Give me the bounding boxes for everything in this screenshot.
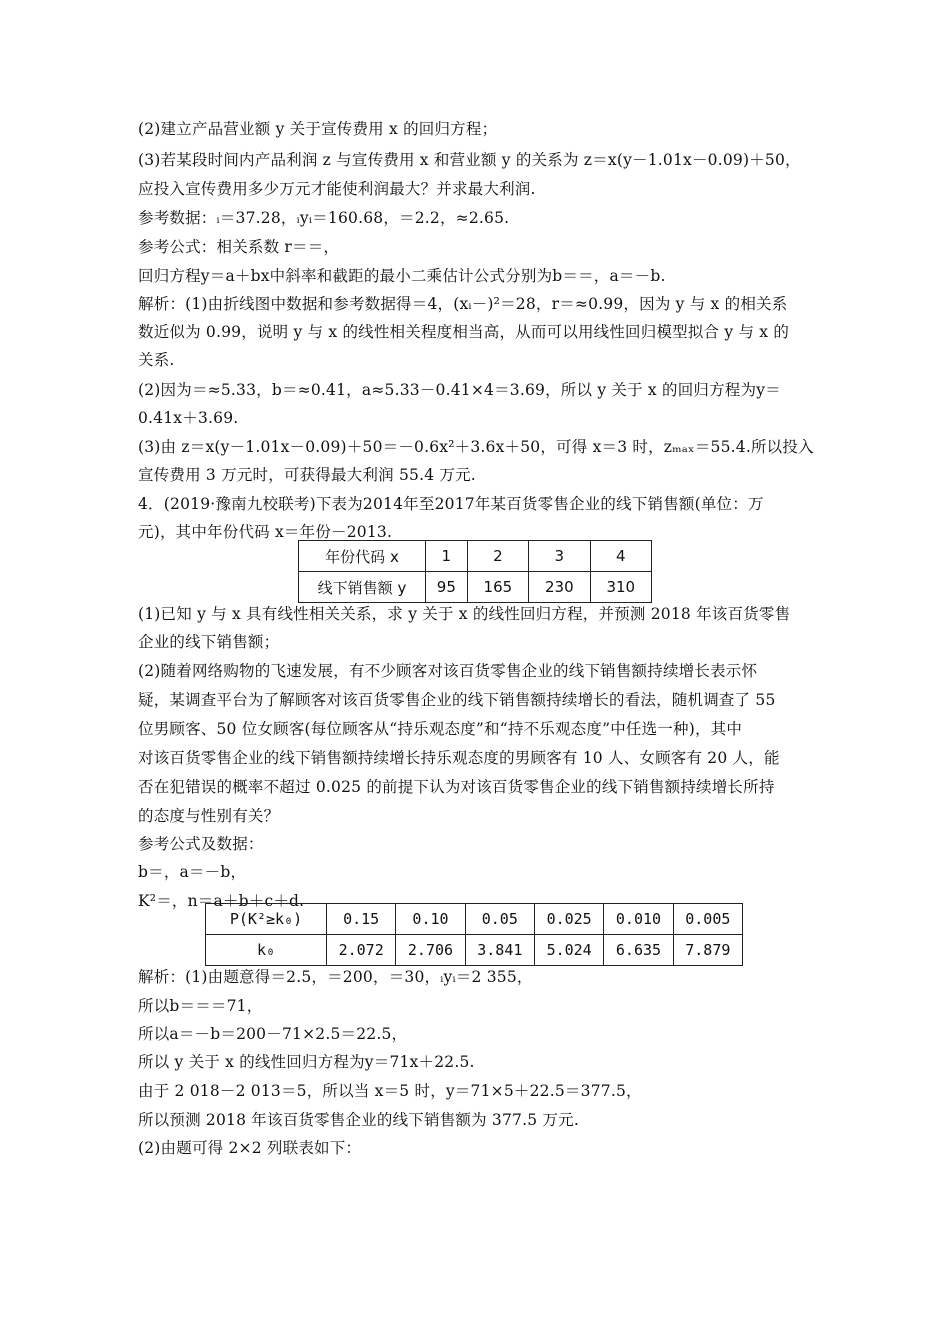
table-cell: k₀ xyxy=(206,935,327,966)
table-cell: 线下销售额 y xyxy=(299,572,426,603)
table-cell: 0.005 xyxy=(673,904,742,935)
table-cell: 0.05 xyxy=(465,904,534,935)
text-line: 参考数据：ᵢ＝37.28，ᵢyᵢ＝160.68，＝2.2，≈2.65. xyxy=(138,209,510,227)
table-cell: 1 xyxy=(426,541,468,572)
table-cell: 0.15 xyxy=(327,904,396,935)
text-line: 对该百货零售企业的线下销售额持续增长持乐观态度的男顾客有 10 人、女顾客有 20 人，能 xyxy=(138,749,780,767)
table-row xyxy=(206,904,743,935)
year-sales-table xyxy=(298,540,652,603)
table-cell: 230 xyxy=(529,572,590,603)
table-cell: 2 xyxy=(467,541,528,572)
table-cell: 3.841 xyxy=(465,935,534,966)
table-row xyxy=(299,572,652,603)
table-cell: 6.635 xyxy=(604,935,673,966)
text-line: 数近似为 0.99，说明 y 与 x 的线性相关程度相当高，从而可以用线性回归模型拟合 y 与 x 的 xyxy=(138,323,790,341)
text-line: 由于 2 018－2 013＝5，所以当 x＝5 时，y＝71×5＋22.5＝377.5， xyxy=(138,1082,642,1100)
text-line: 4．(2019·豫南九校联考)下表为2014年至2017年某百货零售企业的线下销售额(单位：万 xyxy=(138,495,764,513)
text-line: (2)因为＝≈5.33，b＝≈0.41，a≈5.33－0.41×4＝3.69，所以 y 关于 x 的回归方程为y＝ xyxy=(138,381,781,399)
text-line: 所以 y 关于 x 的线性回归方程为y＝71x＋22.5. xyxy=(138,1053,475,1071)
table-cell: 0.10 xyxy=(396,904,465,935)
table-cell: 4 xyxy=(590,541,651,572)
text-line: 回归方程y＝a＋bx中斜率和截距的最小二乘估计公式分别为b＝＝，a＝－b. xyxy=(138,267,666,285)
text-line: (1)已知 y 与 x 具有线性相关关系，求 y 关于 x 的线性回归方程，并预测 2018 年该百货零售 xyxy=(138,605,791,623)
text-line: (2)建立产品营业额 y 关于宣传费用 x 的回归方程； xyxy=(138,120,498,138)
text-line: 解析：(1)由题意得＝2.5，＝200，＝30，ᵢyᵢ＝2 355， xyxy=(138,968,533,986)
text-line: 疑，某调查平台为了解顾客对该百货零售企业的线下销售额持续增长的看法，随机调查了 55 xyxy=(138,691,776,709)
text-line: 否在犯错误的概率不超过 0.025 的前提下认为对该百货零售企业的线下销售额持续增长所持 xyxy=(138,778,775,796)
table-cell: 2.072 xyxy=(327,935,396,966)
text-line: 参考公式：相关系数 r＝＝， xyxy=(138,238,340,256)
text-line: 所以b＝＝＝71， xyxy=(138,997,263,1015)
text-line: 的态度与性别有关？ xyxy=(138,807,280,825)
text-line: 所以a＝－b＝200－71×2.5＝22.5， xyxy=(138,1025,408,1043)
table-cell: 0.025 xyxy=(534,904,603,935)
text-line: (3)由 z＝x(y－1.01x－0.09)＋50＝－0.6x²＋3.6x＋50，可得 x＝3 时，zₘₐₓ＝55.4.所以投入 xyxy=(138,438,814,456)
table-cell: 310 xyxy=(590,572,651,603)
text-line: 应投入宣传费用多少万元才能使利润最大？并求最大利润. xyxy=(138,180,536,198)
text-line: (2)由题可得 2×2 列联表如下： xyxy=(138,1139,362,1157)
text-line: 位男顾客、50 位女顾客(每位顾客从“持乐观态度”和“持不乐观态度”中任选一种)，其中 xyxy=(138,720,743,738)
table-cell: 年份代码 x xyxy=(299,541,426,572)
table-cell: 3 xyxy=(529,541,590,572)
text-line: b＝，a＝－b， xyxy=(138,863,247,881)
table-cell: 95 xyxy=(426,572,468,603)
critical-value-table xyxy=(205,903,743,966)
table-cell: P(K²≥k₀) xyxy=(206,904,327,935)
table-cell: 165 xyxy=(467,572,528,603)
table-cell: 2.706 xyxy=(396,935,465,966)
text-line: 所以预测 2018 年该百货零售企业的线下销售额为 377.5 万元. xyxy=(138,1111,579,1129)
table-row xyxy=(299,541,652,572)
text-line: K²＝，n＝a＋b＋c＋d. xyxy=(138,892,305,910)
text-line: 参考公式及数据： xyxy=(138,835,264,853)
text-line: (2)随着网络购物的飞速发展，有不少顾客对该百货零售企业的线下销售额持续增长表示怀 xyxy=(138,662,758,680)
text-line: 关系. xyxy=(138,351,175,369)
table-row xyxy=(206,935,743,966)
text-line: 企业的线下销售额； xyxy=(138,633,280,651)
text-line: 宣传费用 3 万元时，可获得最大利润 55.4 万元. xyxy=(138,466,476,484)
table-cell: 7.879 xyxy=(673,935,742,966)
text-line: 0.41x＋3.69. xyxy=(138,409,239,427)
table-cell: 5.024 xyxy=(534,935,603,966)
text-line: 解析：(1)由折线图中数据和参考数据得＝4，(xᵢ－)²＝28，r＝≈0.99，因为 y 与 x 的相关系 xyxy=(138,295,788,313)
table-cell: 0.010 xyxy=(604,904,673,935)
text-line: (3)若某段时间内产品利润 z 与宣传费用 x 和营业额 y 的关系为 z＝x(y－1.01x－0.09)＋50， xyxy=(138,151,801,169)
text-line: 元)，其中年份代码 x＝年份－2013. xyxy=(138,523,393,541)
